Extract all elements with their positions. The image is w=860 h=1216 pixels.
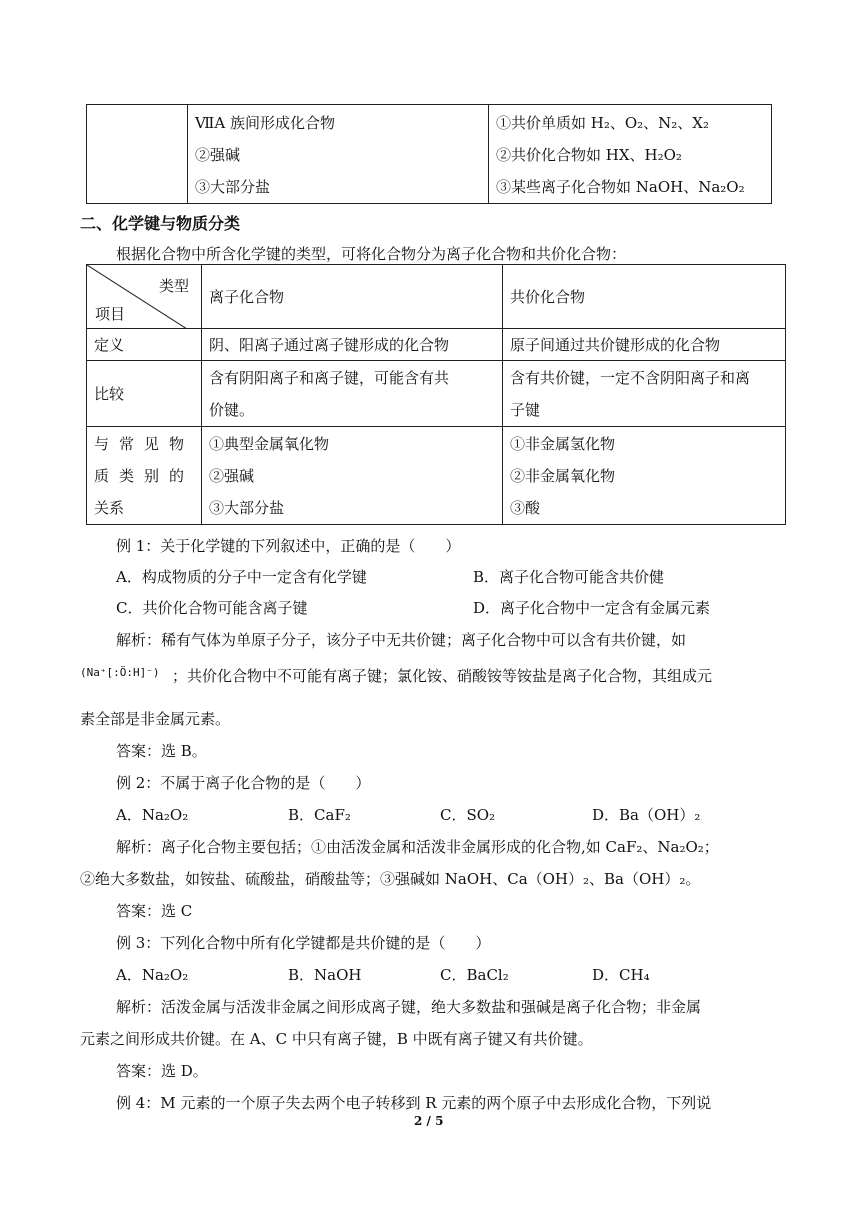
cell-ionic-definition: 阴、阳离子通过离子键形成的化合物 <box>202 329 503 361</box>
ex2-question: 例 2：不属于离子化合物的是（ ） <box>116 774 371 792</box>
cell-text: ①共价单质如 H₂、O₂、N₂、X₂ <box>496 114 710 132</box>
ex3-analysis-line2: 元素之间形成共价键。在 A、C 中只有离子键，B 中既有离子键又有共价键。 <box>80 1030 593 1048</box>
ex2-answer: 答案：选 C <box>116 902 193 920</box>
ex3-answer: 答案：选 D。 <box>116 1062 208 1080</box>
electron-structure-formula: (Na⁺[:Ö:H]⁻) <box>80 666 160 679</box>
row-label-relation: 与常见物 质类别的 关系 <box>87 427 202 525</box>
page-number: 2 / 5 <box>414 1114 444 1128</box>
top-table-col1 <box>87 105 188 204</box>
ex1-analysis-line1: 解析：稀有气体为单原子分子，该分子中无共价键；离子化合物中可以含有共价键，如 <box>116 631 687 649</box>
ex2-analysis-line1: 解析：离子化合物主要包括；①由活泼金属和活泼非金属形成的化合物,如 CaF₂、Na₂O₂； <box>116 838 719 856</box>
ex1-option-b: B．离子化合物可能含共价健 <box>473 568 665 586</box>
cell-text: ②强碱 <box>195 146 241 164</box>
ex3-question: 例 3：下列化合物中所有化学键都是共价键的是（ ） <box>116 934 491 952</box>
col-header-ionic <box>202 265 503 329</box>
ex1-answer: 答案：选 B。 <box>116 742 207 760</box>
cell-ionic-comparison: 含有阴阳离子和离子键，可能含有共 价键。 <box>202 361 503 427</box>
row-label-comparison: 比较 <box>87 361 202 427</box>
ex2-option-a: A．Na₂O₂ <box>116 806 189 824</box>
cell-text: ②共价化合物如 HX、H₂O₂ <box>496 146 682 164</box>
diag-top-label: 类型 <box>159 277 190 295</box>
diagonal-header-cell <box>87 265 202 329</box>
ex2-analysis-line2: ②绝大多数盐，如铵盐、硫酸盐，硝酸盐等；③强碱如 NaOH、Ca（OH）₂、Ba（OH）₂。 <box>80 870 701 888</box>
section-heading: 二、化学键与物质分类 <box>80 214 241 233</box>
row-label-definition: 定义 <box>87 329 202 361</box>
cell-covalent-comparison: 含有共价键，一定不含阴阳离子和离 子键 <box>503 361 786 427</box>
section-intro: 根据化合物中所含化学键的类型，可将化合物分为离子化合物和共价化合物： <box>116 245 627 263</box>
ex1-option-d: D．离子化合物中一定含有金属元素 <box>473 599 711 617</box>
ex1-analysis-line2: ；共价化合物中不可能有离子键；氯化铵、硝酸铵等铵盐是离子化合物，其组成元 <box>172 667 713 685</box>
cell-text: ③大部分盐 <box>195 178 271 196</box>
ex4-question: 例 4：M 元素的一个原子失去两个电子转移到 R 元素的两个原子中去形成化合物，下列说 <box>116 1094 712 1112</box>
ex1-option-a: A．构成物质的分子中一定含有化学键 <box>116 568 367 586</box>
top-table <box>86 104 772 204</box>
ex1-question: 例 1：关于化学键的下列叙述中，正确的是（ ） <box>116 537 461 555</box>
ex2-option-b: B．CaF₂ <box>288 806 351 824</box>
col-header-text: 离子化合物 <box>209 288 285 306</box>
top-table-col3 <box>489 105 772 204</box>
cell-text: ⅦA 族间形成化合物 <box>195 114 335 132</box>
ex3-option-d: D．CH₄ <box>592 966 650 984</box>
ex1-analysis-line3: 素全部是非金属元素。 <box>80 710 231 728</box>
cell-covalent-definition: 原子间通过共价键形成的化合物 <box>503 329 786 361</box>
cell-text: ③某些离子化合物如 NaOH、Na₂O₂ <box>496 178 745 196</box>
col-header-text: 共价化合物 <box>510 288 586 306</box>
classification-table <box>86 264 786 525</box>
ex1-option-c: C．共价化合物可能含离子键 <box>116 599 308 617</box>
col-header-covalent <box>503 265 786 329</box>
cell-covalent-relation: ①非金属氢化物 ②非金属氧化物 ③酸 <box>503 427 786 525</box>
diag-bottom-label: 项目 <box>95 305 126 323</box>
ex3-option-b: B．NaOH <box>288 966 362 984</box>
ex3-analysis-line1: 解析：活泼金属与活泼非金属之间形成离子键，绝大多数盐和强碱是离子化合物；非金属 <box>116 998 702 1016</box>
cell-ionic-relation: ①典型金属氧化物 ②强碱 ③大部分盐 <box>202 427 503 525</box>
ex3-option-a: A．Na₂O₂ <box>116 966 189 984</box>
top-table-col2 <box>188 105 489 204</box>
ex2-option-d: D．Ba（OH）₂ <box>592 806 701 824</box>
ex3-option-c: C．BaCl₂ <box>440 966 509 984</box>
ex2-option-c: C．SO₂ <box>440 806 496 824</box>
